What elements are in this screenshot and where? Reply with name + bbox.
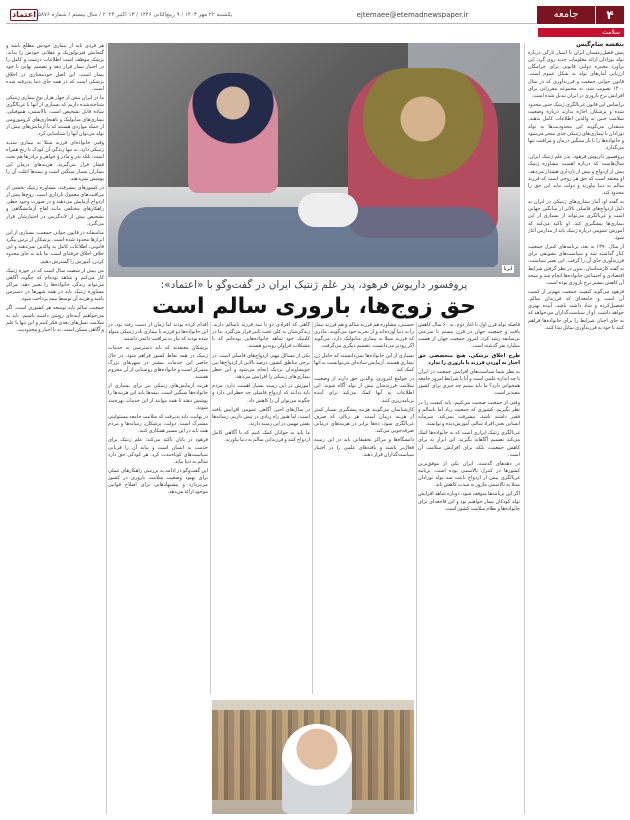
page-number: ۴: [596, 6, 624, 24]
article-paragraph: گاهی که افرادی دو یا سه فرزند ناسالم دارند، زندگی‌شان به کلی تحت تاثیر قرار می‌گیرد. ما در کلینیک خود شاهد خانواده‌هایی بوده‌ایم که با مشکلات فراوان روبه‌رو هستند.: [212, 322, 310, 350]
newspaper-logo: اعتماد: [10, 9, 38, 21]
article-paragraph: وقتی از جمعیت صحبت می‌کنیم، باید کیفیت را در نظر بگیریم. کشوری که جمعیت زیاد اما ناسالم و فقیر داشته باشد، پیشرفت نمی‌کند. سرمایه انسانی یعنی افراد سالم، آموزش‌دیده و توانمند.: [418, 399, 520, 428]
article-paragraph: به نظر شما سیاست‌های افزایش جمعیت در ایران تا چه اندازه علمی است و آیا با شرایط امروز جامعه همخوانی دارد؟ ما باید ببینیم چه چیزی برای کشور مفیدتر است.: [418, 368, 520, 397]
article-paragraph: یکی از مسائل مهم، ازدواج‌های فامیلی است. در برخی مناطق کشور، درصد بالایی از ازدواج‌ها بین خویشاوندان نزدیک انجام می‌شود و این خطر بیماری‌های ژنتیکی را افزایش می‌دهد.: [212, 352, 310, 381]
photo-credit: ایرنا: [503, 266, 513, 272]
article-paragraph: در سال‌های اخیر، آگاهی عمومی افزایش یافته است، اما هنوز راه زیادی در پیش داریم. رسانه‌ها نقش مهمی در این زمینه دارند.: [212, 406, 310, 428]
article-column-a: [418, 322, 520, 812]
article-paragraph: متاسفانه در قانون جوانی جمعیت، بسیاری از این ابزارها محدود شده است. پزشکان از ترس پیگرد قانونی، اطلاعات کامل به والدین نمی‌دهند و این خلاف اخلاق حرفه‌ای است. ما باید به جای محدود کردن، آموزش را گسترش دهیم.: [6, 229, 104, 265]
article-paragraph: هر فردی باید از بیماری خودش مطلع باشد و گنجایش فیزیولوژیک و عقلانی خودش را بداند. پزشک موظف است اطلاعات درست و کامل را در اختیار بیمار قرار دهد و تصمیم نهایی با خود بیمار است. این اصل خودمختاری در اخلاق پزشکی است که در همه جای دنیا پذیرفته شده است.: [6, 43, 104, 92]
column-rule: [106, 43, 107, 814]
article-paragraph: دانشگاه‌ها و مراکز تحقیقاتی باید در این زمینه فعال‌تر باشند و یافته‌های علمی را در اختیار سیاست‌گذاران قرار دهند.: [314, 437, 414, 458]
article-paragraph: فاصله تولد قرن اول تا آغاز دوم، به ۶۰ سال کاهش یافت و جمعیت جهان در قرن بیستم با سرعتی بی‌سابقه رشد کرد. امروز جمعیت جهان از هشت میلیارد نفر گذشته است.: [418, 322, 520, 350]
article-paragraph: فرهود در پایان تاکید می‌کند: علم ژنتیک برای خدمت به انسان است و نباید آن را قربانی سیاست‌های کوتاه‌مدت کرد. هر کودکی حق دارد سالم به دنیا بیاید.: [108, 437, 208, 465]
article-paragraph: ما در ایران بیش از چهار هزار نوع بیماری ژنتیکی شناخته‌شده داریم که بسیاری از آنها با غربالگری ساده قابل تشخیص است. تالاسمی، هموفیلی، بیماری‌های متابولیک و ناهنجاری‌های کروموزومی از جمله مواردی هستند که با آزمایش‌های پیش از تولد می‌توان آنها را شناسایی کرد.: [6, 95, 104, 137]
article-column-c: [212, 322, 310, 694]
article-paragraph: پزشکان معتقدند که باید دسترسی به خدمات ژنتیک در همه نقاط کشور فراهم شود. در حال حاضر این خدمات بیشتر در شهرهای بزرگ متمرکز است و خانواده‌های روستایی از آن محروم هستند.: [108, 345, 208, 381]
article-paragraph: فرهود می‌گوید کیفیت جمعیت مهم‌تر از کمیت آن است و جامعه‌ای که فرزندان سالم، تحصیل‌کرده و شاد داشته باشد، آینده بهتری خواهد داشت. او از سیاست‌گذاران می‌خواهد که به جای اجبار، شرایط را برای خانواده‌ها فراهم کنند تا خود به فرزندآوری تمایل پیدا کنند.: [528, 289, 624, 331]
article-paragraph: از سال ۱۳۹۰ به بعد، برنامه‌های کنترل جمعیت کنار گذاشته شد و سیاست‌های تشویقی برای فرزندآوری جای آن را گرفت. این تغییر سیاست، به گفته کارشناسان، بدون در نظر گرفتن شرایط اقتصادی و اجتماعی خانواده‌ها انجام شد و نتیجه آن کاهش بیشتر نرخ باروری بوده است.: [528, 244, 624, 286]
article-column-left: [6, 43, 104, 814]
article-paragraph: غربالگری ژنتیک ابزاری است که به خانواده‌ها کمک می‌کند تصمیم آگاهانه بگیرند. این ابزار نه برای کاهش جمعیت، بلکه برای افزایش سلامت آن است.: [418, 430, 520, 458]
article-paragraph: وقتی خانواده‌ای فرزند مبتلا به بیماری شدید ژنتیکی دارد، نه تنها زندگی آن کودک با رنج همراه است، بلکه پدر و مادر و خواهر و برادرها هم تحت فشار قرار می‌گیرند. هزینه‌های درمان این بیماران بسیار سنگین است و بیمه‌ها اغلب آن را پوشش نمی‌دهند.: [6, 140, 104, 182]
article-column-b: [314, 322, 414, 694]
photo-newborn: [298, 193, 358, 227]
page-header: [6, 6, 624, 24]
portrait-figure: [282, 724, 352, 814]
article-column-right: [528, 50, 624, 814]
article-paragraph: در دهه‌های گذشته، ایران یکی از موفق‌ترین کشورها در کنترل تالاسمی بوده است. برنامه غربالگری پیش از ازدواج باعث شد تولد نوزادان مبتلا به تالاسمی ماژور به شدت کاهش یابد.: [418, 460, 520, 489]
article-paragraph: جمعیت سالم پایه توسعه هر کشوری است. اگر می‌خواهیم آینده‌ای روشن داشته باشیم، باید به سلامت نسل‌های بعدی فکر کنیم و این تنها با علم و آگاهی ممکن است، نه با اجبار و محدودیت.: [6, 305, 104, 333]
column-rule: [312, 322, 313, 694]
article-paragraph: پروفسور داریوش فرهود، پدر علم ژنتیک ایران، سال‌هاست که درباره اهمیت مشاوره ژنتیک پیش از ازدواج و پیش از بارداری هشدار می‌دهد. او معتقد است که حق هر زوجی است که فرزند سالم به دنیا بیاورند و دولت نباید این حق را محدود کند.: [528, 154, 624, 196]
section-label[interactable]: جامعه: [537, 6, 595, 24]
article-paragraph: در جوامع امروزی، والدین حق دارند از وضعیت سلامت فرزندشان پیش از تولد آگاه شوند. این اطلاعات به آنها کمک می‌کند برای آینده برنامه‌ریزی کنند.: [314, 376, 414, 404]
article-paragraph: ما باید به جوانان کمک کنیم که با آگاهی کامل ازدواج کنند و فرزندانی سالم به دنیا بیاورند.: [212, 430, 310, 444]
article-paragraph: بسیاری از این خانواده‌ها نمی‌دانستند که حامل ژن بیماری هستند. آزمایش ساده‌ای می‌توانست به آنها کمک کند.: [314, 352, 414, 373]
article-paragraph: حسینی، مشاوره هم فرزند سالم و هم فرزند بیمار را به دنیا آورده‌اند و از تجربه خود می‌گویند. مادری که فرزند مبتلا به بیماری متابولیک دارد، می‌گوید اگر زودتر می‌دانست، تصمیم دیگری می‌گرفت.: [314, 322, 414, 350]
article-paragraph: اگر این برنامه‌ها متوقف شود، دوباره شاهد افزایش تولد کودکان بیمار خواهیم بود و این فاجعه‌ای برای خانواده‌ها و نظام سلامت کشور است.: [418, 491, 520, 512]
article-paragraph: پیش فصل‌زمستان ایران با آسیار تازگی درباره تولد نوزادان ارائه معلومات جدید روی گرد. این برآورد معتبره دولتی قانونی برای خرامگان ارزیابی آمارهای تولد به شکل عموم است. قانون جوانی جمعیت و فرزندآوری که در سال ۱۴۰۰ تصویب شد، به مجموعه مقرراتی برای افزایش نرخ باروری در ایران تبدیل شده است.: [528, 50, 624, 99]
rubric-label: سلامت: [538, 28, 624, 37]
portrait-photo: [212, 700, 414, 814]
article-paragraph: هزینه آزمایش‌های ژنتیکی نیز برای بسیاری از خانواده‌ها سنگین است. بیمه‌ها باید این هزینه‌ها را پوشش دهند تا همه بتوانند از این خدمات بهره‌مند شوند.: [108, 383, 208, 411]
article-paragraph: کارشناسان می‌گویند هزینه پیشگیری بسیار کمتر از هزینه درمان است. هر ریالی که صرف غربالگری شود، ده‌ها برابر در هزینه‌های درمانی صرفه‌جویی می‌کند.: [314, 406, 414, 435]
article-subhead: طرح اخلاق پزشکی، هیچ متخصصی حق اجبار به آوردن فرزند یا باروری را ندارد: [418, 352, 520, 366]
article-paragraph: من بیش از شصت سال است که در حوزه ژنتیک کار می‌کنم و شاهد بوده‌ام که چگونه آگاهی می‌تواند زندگی خانواده‌ها را تغییر دهد. مراکز مشاوره ژنتیک باید در همه شهرها در دسترس باشد و هزینه آن توسط بیمه پرداخت شود.: [6, 267, 104, 303]
article-paragraph: به گفته او، آمار بیماری‌های ژنتیکی در ایران به دلیل ازدواج‌های فامیلی بالاتر از میانگین جهانی است و غربالگری می‌تواند از بسیاری از این بیماری‌ها پیشگیری کند. او تاکید می‌کند که آموزش عمومی درباره ژنتیک باید از مدارس آغاز شود.: [528, 199, 624, 241]
article-paragraph: اقدام کرده بودند اما زمان از دست رفته بود. در این خانواده‌ها دو فرزند با بیماری نادر ژنتیکی متولد شده بودند که نیاز به مراقبت دائمی داشتند.: [108, 322, 208, 343]
article-headline[interactable]: حق زوج‌ها، باروری سالم است: [152, 294, 476, 319]
article-paragraph: در کشورهای پیشرفته، مشاوره ژنتیک بخشی از مراقبت‌های معمول بارداری است. زوج‌ها پیش از ازدواج آزمایش می‌دهند و در صورت وجود خطر، راهکارهای مختلفی مانند لقاح آزمایشگاهی و تشخیص پیش از لانه‌گزینی در اختیارشان قرار می‌گیرد.: [6, 184, 104, 227]
column-rule: [210, 322, 211, 694]
article-paragraph: در نهایت، باید پذیرفت که سلامت جامعه مسئولیتی مشترک است. دولت، پزشکان، رسانه‌ها و مردم همه باید در این مسیر همکاری کنند.: [108, 413, 208, 435]
column-rule: [524, 43, 525, 814]
article-paragraph: براساس این قانون غربالگری ژنتیک جنین محدود شده و پزشکان اجازه ندارند درباره وضعیت سلامت جنین به والدین اطلاعات کامل بدهند. منتقدان می‌گویند این محدودیت‌ها به تولد نوزادان با بیماری‌های ژنتیکی جدی منجر می‌شود و خانواده‌ها را با بار سنگین درمان و مراقبت تنها می‌گذارد.: [528, 102, 624, 152]
article-subtitle: پروفسور داریوش فرهود، پدر علم ژنتیک ایران در گفت‌وگو با «اعتماد»:: [160, 279, 468, 291]
article-paragraph: آموزش در این زمینه بسیار اهمیت دارد. مردم باید بدانند که ازدواج فامیلی چه خطراتی دارد و چگونه می‌توان آن را کاهش داد.: [212, 383, 310, 404]
article-column-d: [108, 322, 208, 814]
column-rule: [416, 322, 417, 812]
issue-line: یکشنبه ۲۲ مهر ۱۴۰۳ / ۹ ربیع‌الثانی ۱۴۴۶ / ۱۳ اکتبر ۲۰۲۴ / سال بیستم / شماره ۵۸۷۶: [38, 11, 233, 18]
main-photo: [108, 43, 520, 277]
section-email[interactable]: ejtemaee@etemadnewspaper.ir: [356, 10, 469, 19]
author-name: بنفشه سام‌گیس: [576, 41, 624, 48]
article-paragraph: این گفت‌وگو در ادامه به بررسی راهکارهای عملی برای بهبود وضعیت سلامت باروری در کشور می‌پردازد و پیشنهادهایی برای اصلاح قوانین موجود ارائه می‌دهد.: [108, 467, 208, 496]
photo-figure-back: [188, 73, 278, 193]
